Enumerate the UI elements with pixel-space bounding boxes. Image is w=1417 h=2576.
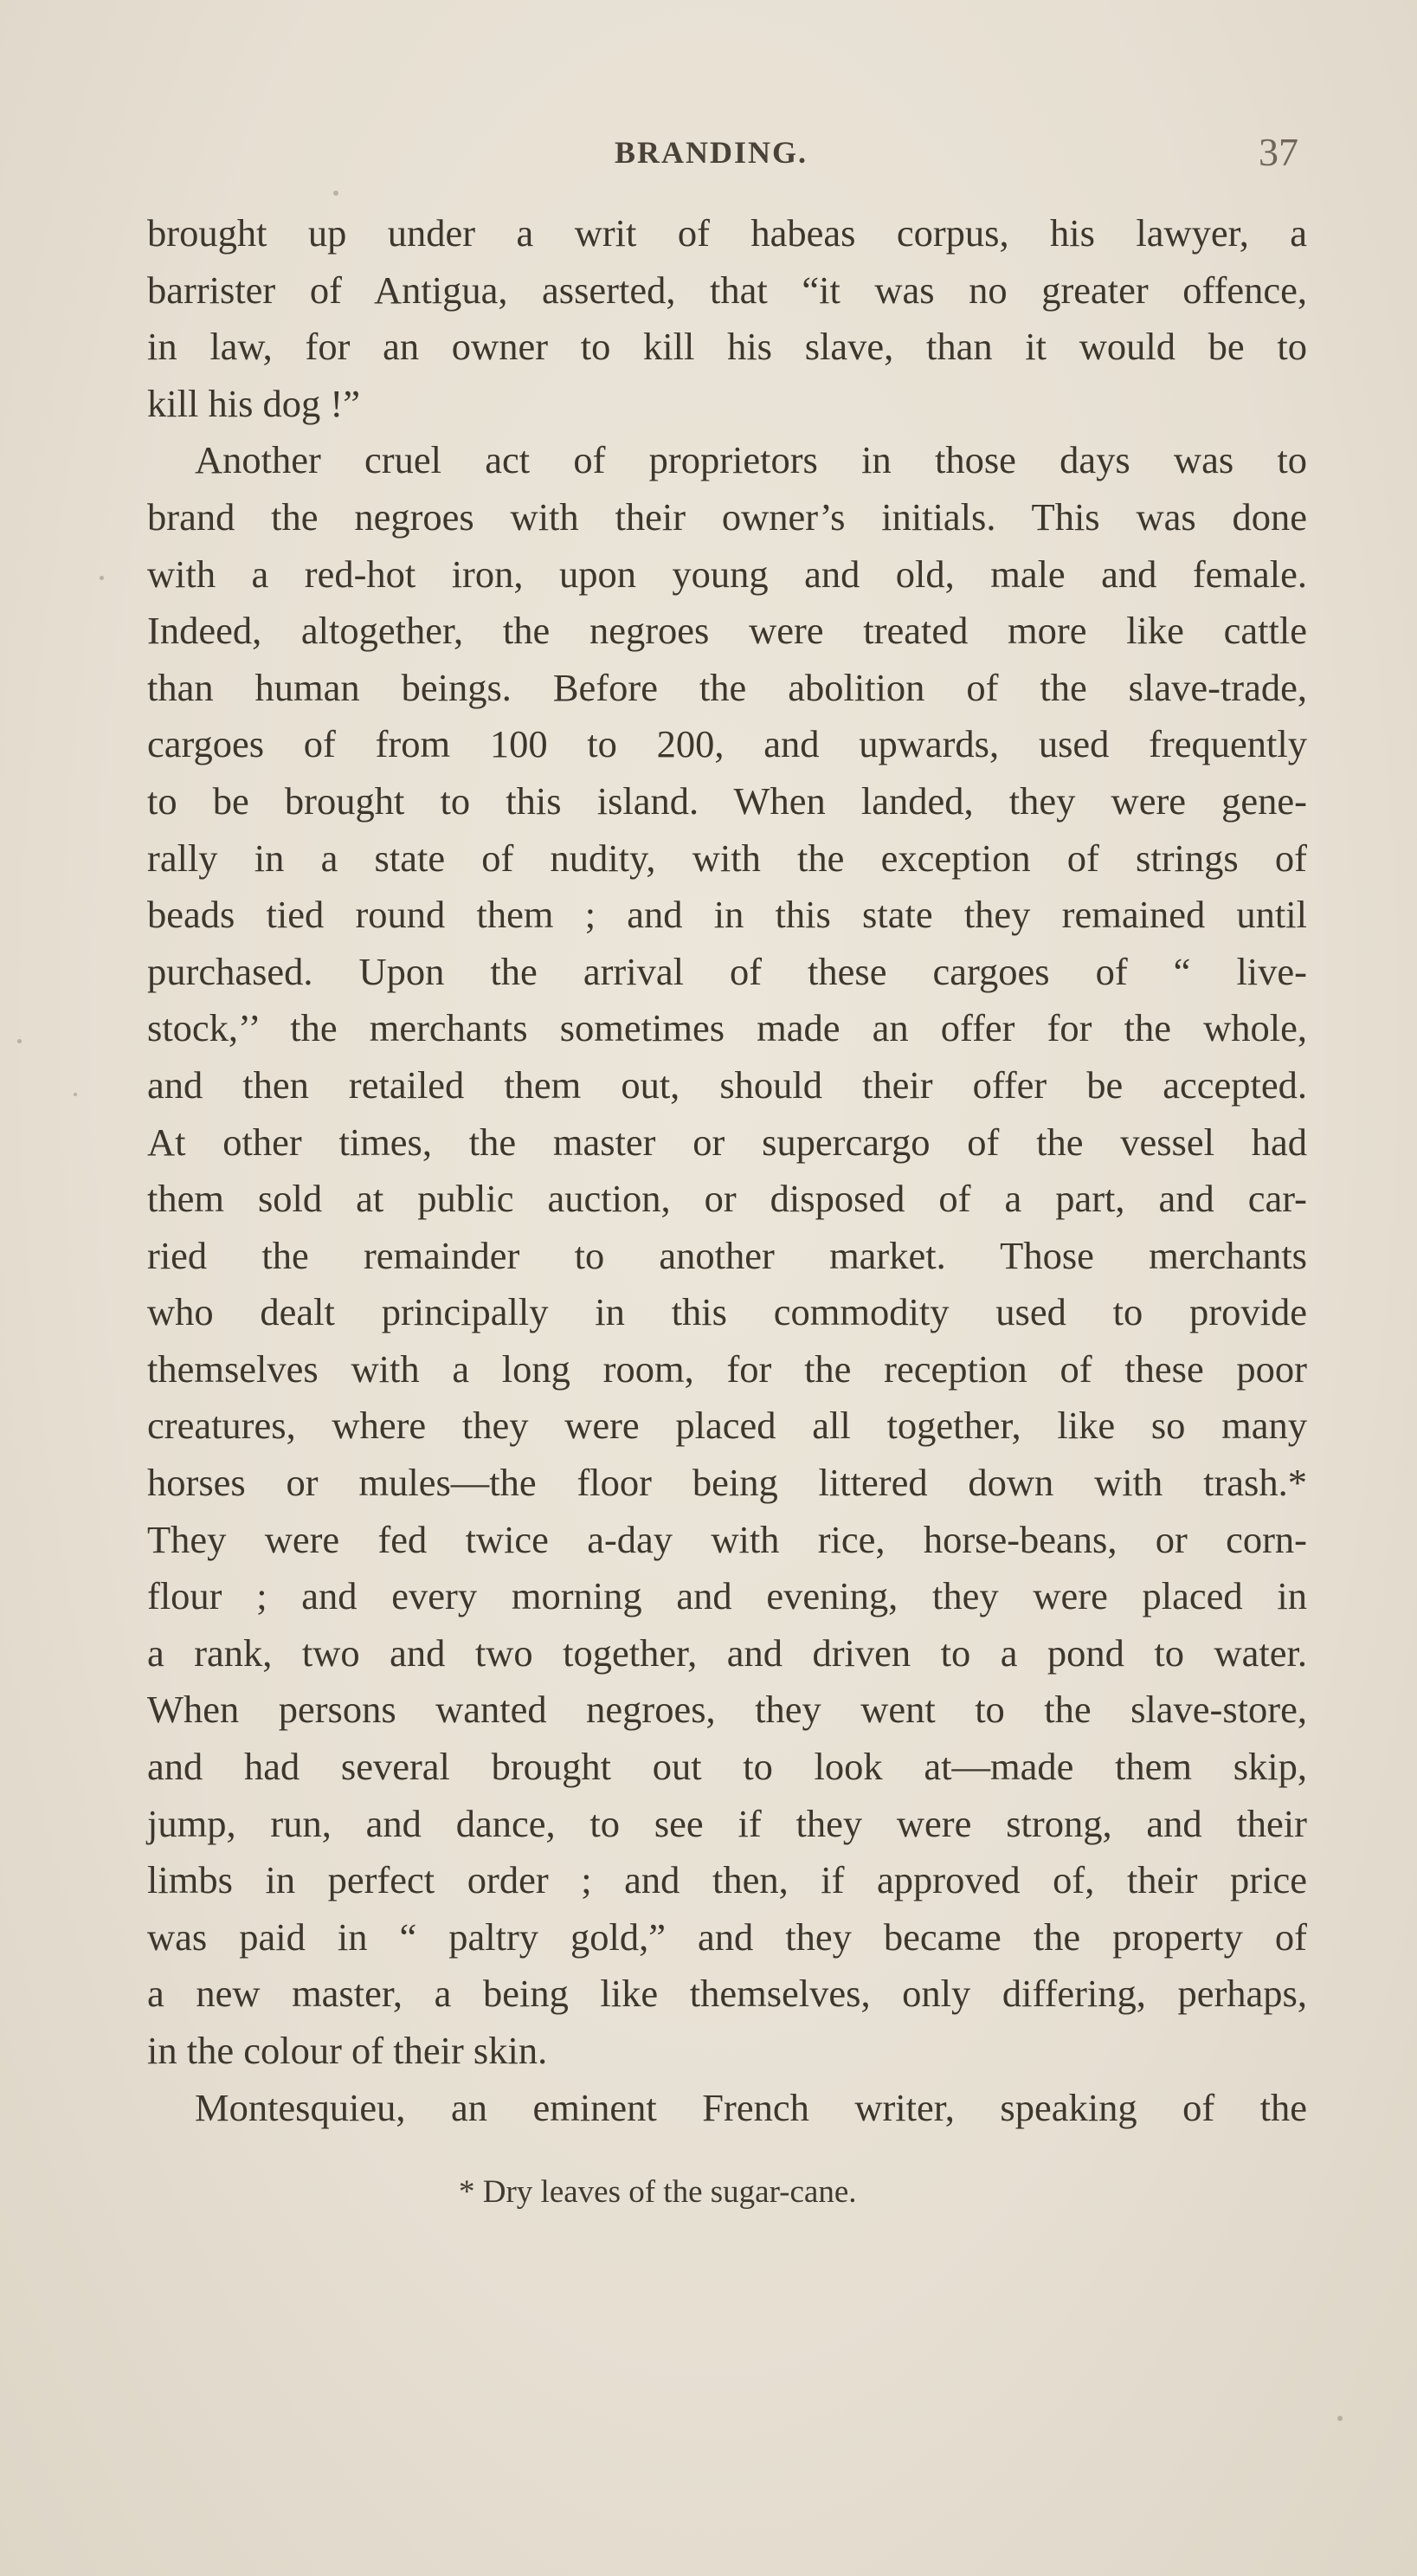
text-line: When persons wanted negroes, they went to the slave-store,: [147, 1688, 1307, 1732]
text-line: purchased. Upon the arrival of these cargoes of “ live-: [147, 949, 1307, 993]
text-line: ried the remainder to another market. Those merchants: [147, 1233, 1307, 1277]
text-line: limbs in perfect order ; and then, if approved of, their price: [147, 1858, 1307, 1902]
text-line: brand the negroes with their owner’s initials. This was done: [147, 494, 1307, 539]
text-line: and then retailed them out, should their offer be accepted.: [147, 1062, 1307, 1107]
text-line: stock,’’ the merchants sometimes made an offer for the whole,: [147, 1006, 1307, 1050]
text-line: Another cruel act of proprietors in those days was to: [195, 438, 1307, 482]
text-line: to be brought to this island. When landed, they were gene-: [147, 778, 1307, 823]
text-line: beads tied round them ; and in this state they remained until: [147, 893, 1307, 937]
text-line: Montesquieu, an eminent French writer, speaking of the: [195, 2085, 1307, 2129]
text-line: cargoes of from 100 to 200, and upwards, used frequently: [147, 722, 1307, 766]
text-line: jump, run, and dance, to see if they were strong, and their: [147, 1801, 1307, 1845]
text-line: with a red-hot iron, upon young and old, male and female.: [147, 552, 1307, 596]
text-line: creatures, where they were placed all together, like so many: [147, 1404, 1307, 1448]
paper-speck: [100, 576, 104, 580]
paper-speck: [74, 1093, 77, 1096]
text-line: a new master, a being like themselves, only differing, perhaps,: [147, 1972, 1307, 2016]
text-line: horses or mules—the floor being littered down with trash.*: [147, 1461, 1307, 1505]
text-line: a rank, two and two together, and driven to a pond to water.: [147, 1630, 1307, 1675]
text-line: in the colour of their skin.: [147, 2029, 548, 2072]
text-line: was paid in “ paltry gold,” and they became the property of: [147, 1914, 1307, 1959]
text-line: kill his dog !”: [147, 381, 360, 425]
paper-speck: [333, 190, 338, 196]
running-title: BRANDING.: [615, 135, 808, 170]
text-line: flour ; and every morning and evening, they were placed in: [147, 1574, 1307, 1618]
paper-speck: [17, 1039, 22, 1043]
page-number: 37: [1259, 130, 1298, 174]
text-line: who dealt principally in this commodity used to provide: [147, 1290, 1307, 1334]
text-line: They were fed twice a-day with rice, horse-beans, or corn-: [147, 1517, 1307, 1561]
text-line: and had several brought out to look at—made them skip,: [147, 1745, 1307, 1789]
text-line: At other times, the master or supercargo of the vessel had: [147, 1120, 1307, 1164]
paper-speck: [1337, 2416, 1343, 2421]
page-header: [147, 130, 1307, 186]
body-text: [147, 205, 1307, 2136]
text-line: themselves with a long room, for the reception of these poor: [147, 1346, 1307, 1391]
text-line: them sold at public auction, or disposed of a part, and car-: [147, 1177, 1307, 1221]
text-line: in law, for an owner to kill his slave, than it would be to: [147, 325, 1307, 369]
text-line: than human beings. Before the abolition of the slave-trade,: [147, 665, 1307, 709]
text-line: rally in a state of nudity, with the exception of strings of: [147, 836, 1307, 880]
text-line: Indeed, altogether, the negroes were treated more like cattle: [147, 609, 1307, 653]
text-line: barrister of Antigua, asserted, that “it was no greater offence,: [147, 268, 1307, 312]
text-line: brought up under a writ of habeas corpus, his lawyer, a: [147, 211, 1307, 255]
footnote: * Dry leaves of the sugar-cane.: [459, 2174, 857, 2210]
